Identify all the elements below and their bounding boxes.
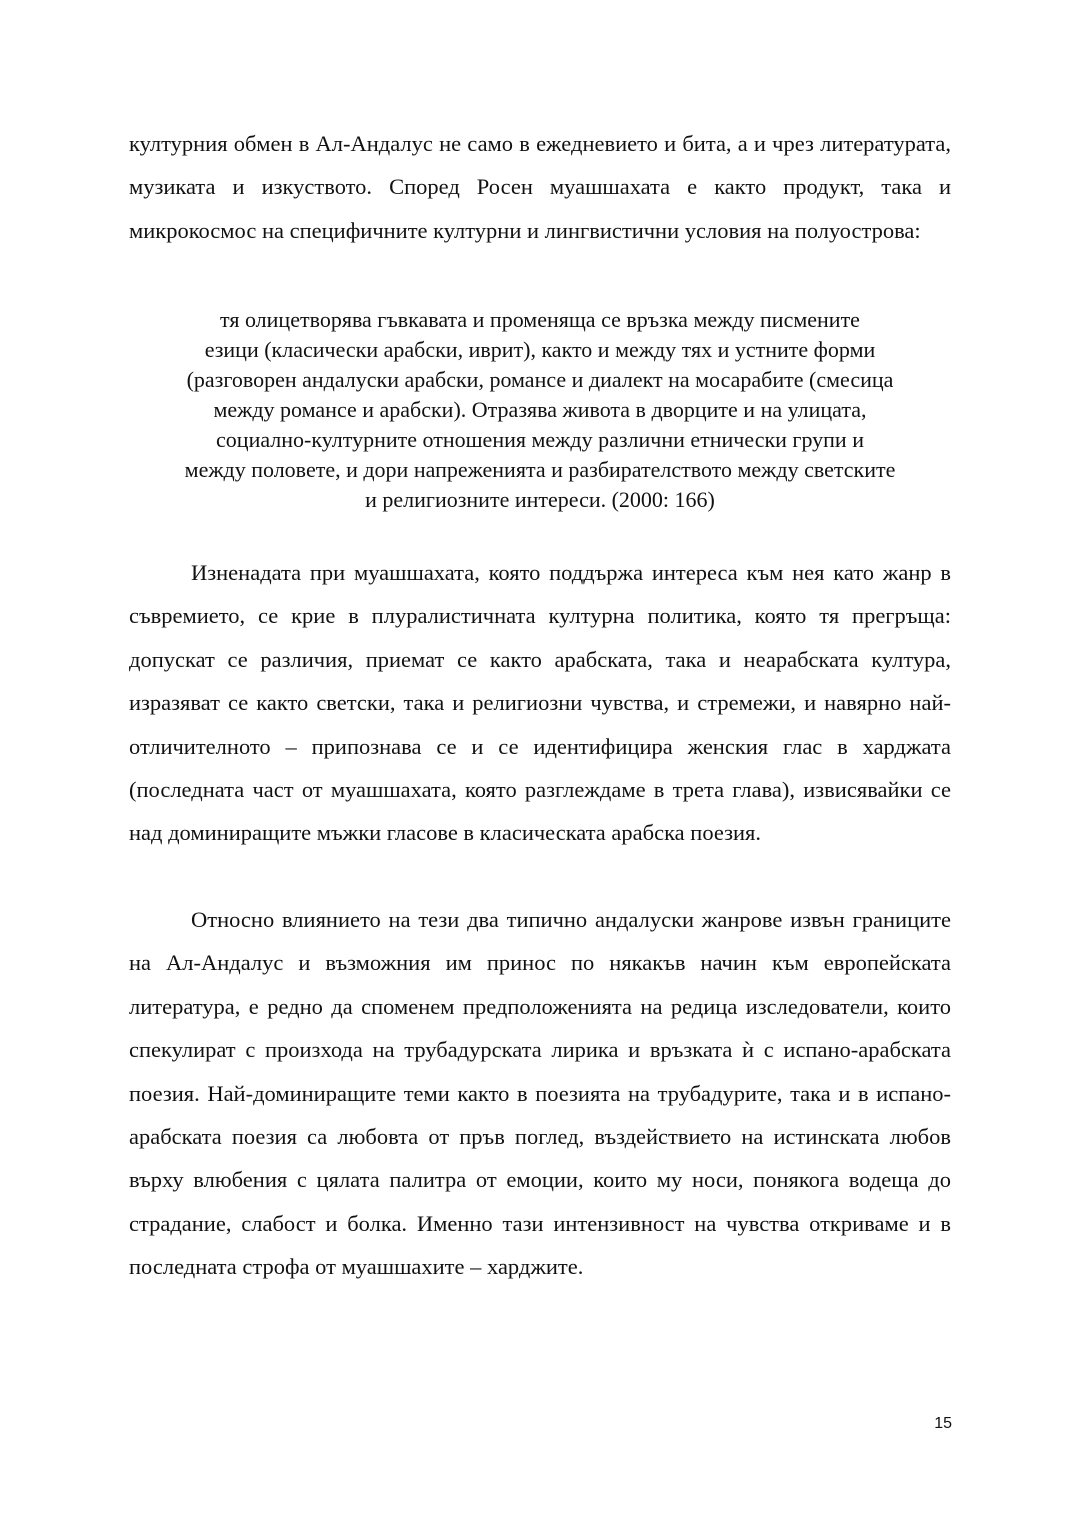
page-number: 15	[934, 1415, 952, 1432]
quote-line: тя олицетворява гъвкавата и променяща се връзка между писмените	[220, 307, 860, 332]
quote-line: (разговорен андалуски арабски, романсе и диалект на мосарабите (смесица	[186, 367, 894, 392]
block-quote	[129, 305, 951, 515]
quote-line: между половете, и дори напреженията и разбирателството между светските	[184, 457, 896, 482]
quote-line: и религиозните интереси. (2000: 166)	[365, 487, 715, 512]
quote-line: социално-културните отношения между различни етнически групи и	[216, 427, 864, 452]
body-paragraph-3: Относно влиянието на тези два типично андалуски жанрове извън границите на Ал-Андалус и възможния им принос по някакъв начин към европейската литература, е редно да споменем предположенията на редица изследователи, които спекулират с произхода на трубадурската лирика и връзката ѝ с испано-арабската поезия. Най-доминиращите теми както в поезията на трубадурите, така и в испано-арабската поезия са любовта от пръв поглед, въздействието на истинската любов върху влюбения с цялата палитра от емоции, които му носи, понякога водеща до страдание, слабост и болка. Именно тази интензивност на чувства откриваме и в последната строфа от муашшахите – харджите.	[129, 907, 951, 1280]
quote-line: между романсе и арабски). Отразява живота в дворците и на улицата,	[213, 397, 867, 422]
body-paragraph-1: културния обмен в Ал-Андалус не само в ежедневието и бита, а и чрез литературата, музиката и изкуството. Според Росен муашшахата е както продукт, така и микрокосмос на специфичните културни и лингвистични условия на полуострова:	[129, 131, 951, 243]
body-paragraph-2: Изненадата при муашшахата, която поддържа интереса към нея като жанр в съвремието, се крие в плуралистичната културна политика, която тя прегръща: допускат се различия, приемат се както арабската, така и неарабската култура, изразяват се както светски, така и религиозни чувства, и стремежи, и навярно най-отличителното – припознава се и се идентифицира женския глас в харджата (последната част от муашшахата, която разглеждаме в трета глава), извисявайки се над доминиращите мъжки гласове в класическата арабска поезия.	[129, 560, 951, 846]
quote-line: езици (класически арабски, иврит), както и между тях и устните форми	[204, 337, 876, 362]
